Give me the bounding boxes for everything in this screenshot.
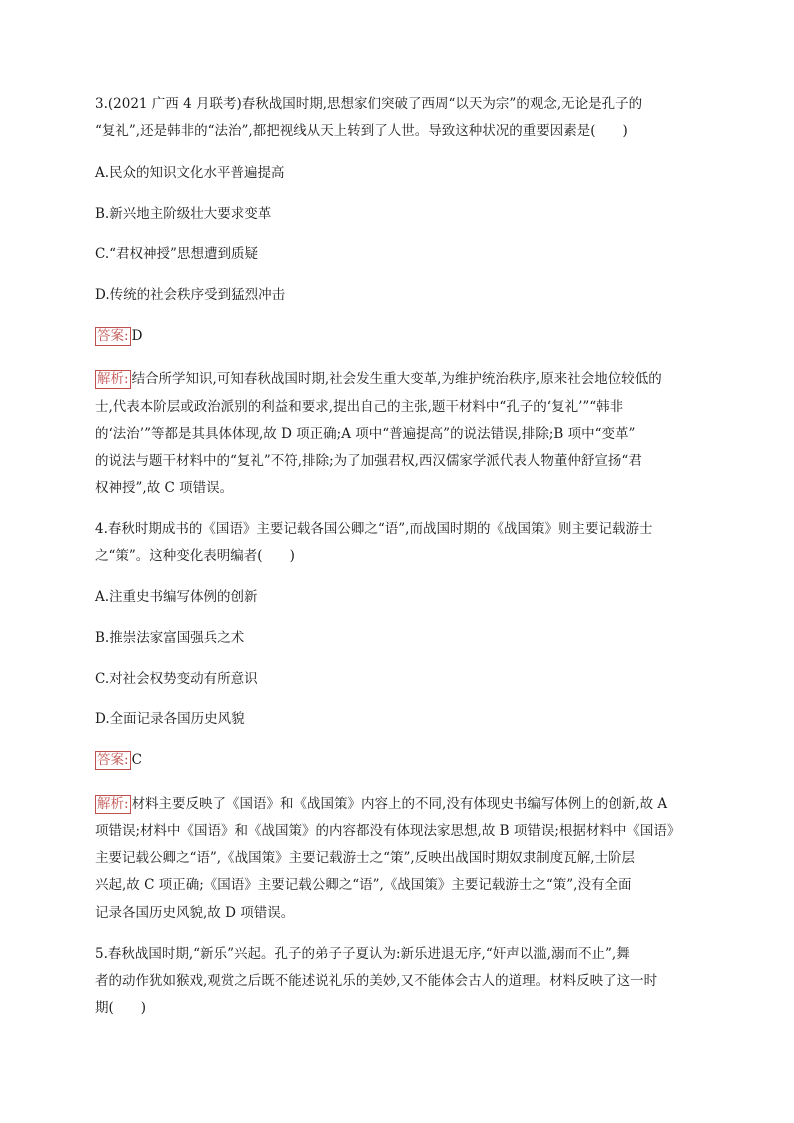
q3-answer — [95, 326, 142, 346]
q4-stem-line-1: 4.春秋时期成书的《国语》主要记载各国公卿之“语”,而战国时期的《战国策》则主要记载游士 — [95, 521, 653, 537]
analysis-tag: 解析: — [97, 371, 129, 387]
q3-analysis-line-1 — [95, 369, 662, 389]
q4-option-c: C.对社会权势变动有所意识 — [95, 671, 258, 687]
q3-option-a: A.民众的知识文化水平普遍提高 — [95, 165, 285, 181]
answer-tag: 答案: — [97, 752, 129, 768]
q4-stem-line-2: 之“策”。这种变化表明编者( ) — [95, 548, 295, 564]
q4-analysis-line-3: 主要记载公卿之“语”,《战国策》主要记载游士之“策”,反映出战国时期奴隶制度瓦解,士阶层 — [95, 850, 635, 866]
answer-tag: 答案: — [97, 328, 129, 344]
q3-stem-line-1: 3.(2021 广西 4 月联考)春秋战国时期,思想家们突破了西周“以天为宗”的观念,无论是孔子的 — [95, 96, 643, 112]
analysis-text: 材料主要反映了《国语》和《战国策》内容上的不同,没有体现史书编写体例上的创新,故 A — [131, 796, 668, 812]
q3-stem-line-2: “复礼”,还是韩非的“法治”,都把视线从天上转到了人世。导致这种状况的重要因素是( ) — [95, 123, 628, 139]
analysis-text: 结合所学知识,可知春秋战国时期,社会发生重大变革,为维护统治秩序,原来社会地位较低的 — [131, 371, 662, 387]
q3-option-b: B.新兴地主阶级壮大要求变革 — [95, 206, 272, 222]
q3-analysis-line-3: 的‘法治’”等都是其具体体现,故 D 项正确;A 项中“普遍提高”的说法错误,排除;B 项中“变革” — [95, 426, 636, 442]
q4-option-d: D.全面记录各国历史风貌 — [95, 711, 245, 727]
q4-option-a: A.注重史书编写体例的创新 — [95, 589, 258, 605]
q4-analysis-line-5: 记录各国历史风貌,故 D 项错误。 — [95, 905, 295, 921]
q3-analysis-line-4: 的说法与题干材料中的“复礼”不符,排除;为了加强君权,西汉儒家学派代表人物董仲舒宣扬“君 — [95, 453, 642, 469]
q4-analysis-line-1 — [95, 794, 667, 814]
answer-value: D — [131, 328, 143, 344]
q4-analysis-line-2: 项错误;材料中《国语》和《战国策》的内容都没有体现法家思想,故 B 项错误;根据材料中《国语》 — [95, 823, 681, 839]
q5-stem-line-1: 5.春秋战国时期,“新乐”兴起。孔子的弟子子夏认为:新乐进退无序,“奸声以滥,溺而不止”,舞 — [95, 946, 630, 962]
q4-analysis-line-4: 兴起,故 C 项正确;《国语》主要记载公卿之“语”,《战国策》主要记载游士之“策”,没有全面 — [95, 877, 632, 893]
q4-answer — [95, 750, 142, 770]
q3-analysis-line-2: 士,代表本阶层或政治派别的利益和要求,提出自己的主张,题干材料中“孔子的‘复礼’”“韩非 — [95, 399, 624, 415]
analysis-tag: 解析: — [97, 796, 129, 812]
q3-option-d: D.传统的社会秩序受到猛烈冲击 — [95, 287, 286, 303]
q4-option-b: B.推崇法家富国强兵之术 — [95, 630, 245, 646]
q3-option-c: C.“君权神授”思想遭到质疑 — [95, 246, 258, 262]
q5-stem-line-2: 者的动作犹如猴戏,观赏之后既不能述说礼乐的美妙,又不能体会古人的道理。材料反映了这一时 — [95, 973, 658, 989]
answer-value: C — [131, 752, 142, 768]
q5-stem-line-3: 期( ) — [95, 1000, 147, 1016]
q3-analysis-line-5: 权神授”,故 C 项错误。 — [95, 480, 234, 496]
